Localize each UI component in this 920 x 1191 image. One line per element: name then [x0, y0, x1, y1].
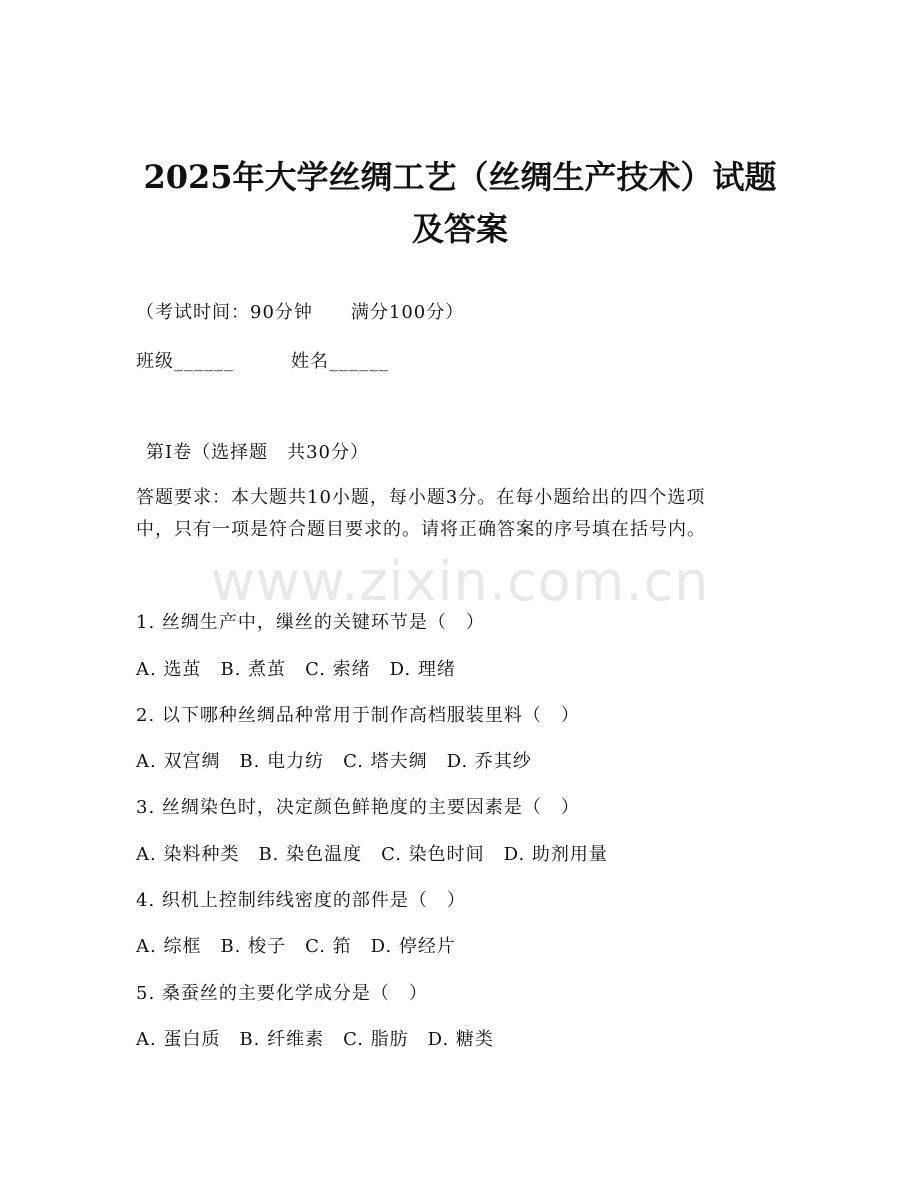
- question-2-options: A. 双宫绸 B. 电力纺 C. 塔夫绸 D. 乔其纱: [136, 751, 532, 772]
- question-5-stem: 5. 桑蚕丝的主要化学成分是（ ）: [136, 983, 428, 1004]
- question-4-options: A. 综框 B. 梭子 C. 筘 D. 停经片: [136, 936, 456, 957]
- question-3-options: A. 染料种类 B. 染色温度 C. 染色时间 D. 助剂用量: [136, 844, 608, 865]
- exam-info: （考试时间：90分钟 满分100分）: [136, 302, 465, 323]
- document-title-line-2: 及答案: [411, 210, 508, 248]
- instructions-line-2: 中，只有一项是符合题目要求的。请将正确答案的序号填在括号内。: [136, 519, 706, 540]
- question-1-stem: 1. 丝绸生产中，缫丝的关键环节是（ ）: [136, 612, 485, 633]
- class-name-fields: 班级______ 姓名______: [136, 351, 389, 372]
- section-header: 第I卷（选择题 共30分）: [146, 442, 370, 463]
- instructions-line-1: 答题要求：本大题共10小题，每小题3分。在每小题给出的四个选项: [136, 487, 706, 508]
- document-title-line-1: 2025年大学丝绸工艺（丝绸生产技术）试题: [143, 158, 777, 196]
- question-4-stem: 4. 织机上控制纬线密度的部件是（ ）: [136, 890, 466, 911]
- question-5-options: A. 蛋白质 B. 纤维素 C. 脂肪 D. 糖类: [136, 1029, 494, 1050]
- watermark: www.zixin.com.cn: [210, 550, 710, 613]
- question-2-stem: 2. 以下哪种丝绸品种常用于制作高档服装里料（ ）: [136, 705, 580, 726]
- question-3-stem: 3. 丝绸染色时，决定颜色鲜艳度的主要因素是（ ）: [136, 797, 580, 818]
- question-1-options: A. 选茧 B. 煮茧 C. 索绪 D. 理绪: [136, 659, 456, 680]
